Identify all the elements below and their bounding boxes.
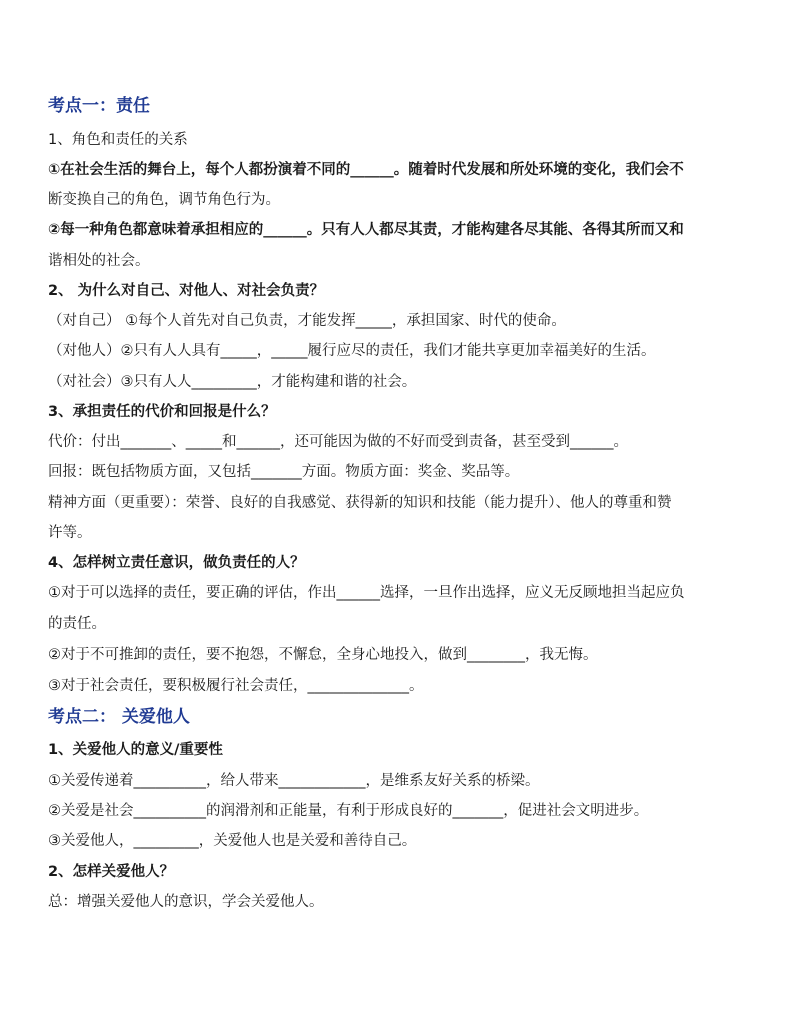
text-line: ①关爱传递着__________，给人带来____________，是维系友好关系的桥梁。 [48,773,540,789]
question-heading: 1、关爱他人的意义/重要性 [48,742,223,758]
text-line: ③对于社会责任，要积极履行社会责任，______________。 [48,678,424,694]
section-title-caring: 考点二： 关爱他人 [48,707,190,727]
text-line: （对自己） ①每个人首先对自己负责，才能发挥_____，承担国家、时代的使命。 [48,313,566,329]
text-line: 精神方面（更重要）：荣誉、良好的自我感觉、获得新的知识和技能（能力提升）、他人的尊重和赞 [48,495,672,511]
text-line: 谐相处的社会。 [48,253,150,269]
text-line: 许等。 [48,525,92,541]
text-line: 的责任。 [48,616,106,632]
text-line: （对他人）②只有人人具有_____，_____履行应尽的责任，我们才能共享更加幸福美好的生活。 [48,343,656,359]
text-line: 断变换自己的角色，调节角色行为。 [48,192,280,208]
question-heading: 2、怎样关爱他人？ [48,864,175,880]
section-title-responsibility: 考点一：责任 [48,96,150,116]
text-line: 总：增强关爱他人的意识，学会关爱他人。 [48,894,324,910]
question-heading: 4、怎样树立责任意识，做负责任的人？ [48,555,305,571]
text-line: ①对于可以选择的责任，要正确的评估，作出______选择，一旦作出选择，应义无反顾地担当起应负 [48,585,685,601]
question-heading: 3、承担责任的代价和回报是什么？ [48,404,276,420]
text-line: 代价：付出_______、_____和______，还可能因为做的不好而受到责备，甚至受到______。 [48,434,628,450]
text-line: 1、角色和责任的关系 [48,132,188,148]
question-heading: 2、 为什么对自己、对他人、对社会负责？ [48,283,325,299]
text-line: ②每一种角色都意味着承担相应的______。只有人人都尽其责，才能构建各尽其能、各得其所而又和 [48,222,684,238]
text-line: （对社会）③只有人人_________，才能构建和谐的社会。 [48,374,417,390]
text-line: ②关爱是社会__________的润滑剂和正能量，有利于形成良好的_______，促进社会文明进步。 [48,803,649,819]
text-line: ③关爱他人，_________，关爱他人也是关爱和善待自己。 [48,833,417,849]
text-line: 回报：既包括物质方面，又包括_______方面。物质方面：奖金、奖品等。 [48,464,520,480]
text-line: ②对于不可推卸的责任，要不抱怨，不懈怠，全身心地投入，做到________，我无悔。 [48,647,598,663]
text-line: ①在社会生活的舞台上，每个人都扮演着不同的______。随着时代发展和所处环境的变化，我们会不 [48,162,684,178]
